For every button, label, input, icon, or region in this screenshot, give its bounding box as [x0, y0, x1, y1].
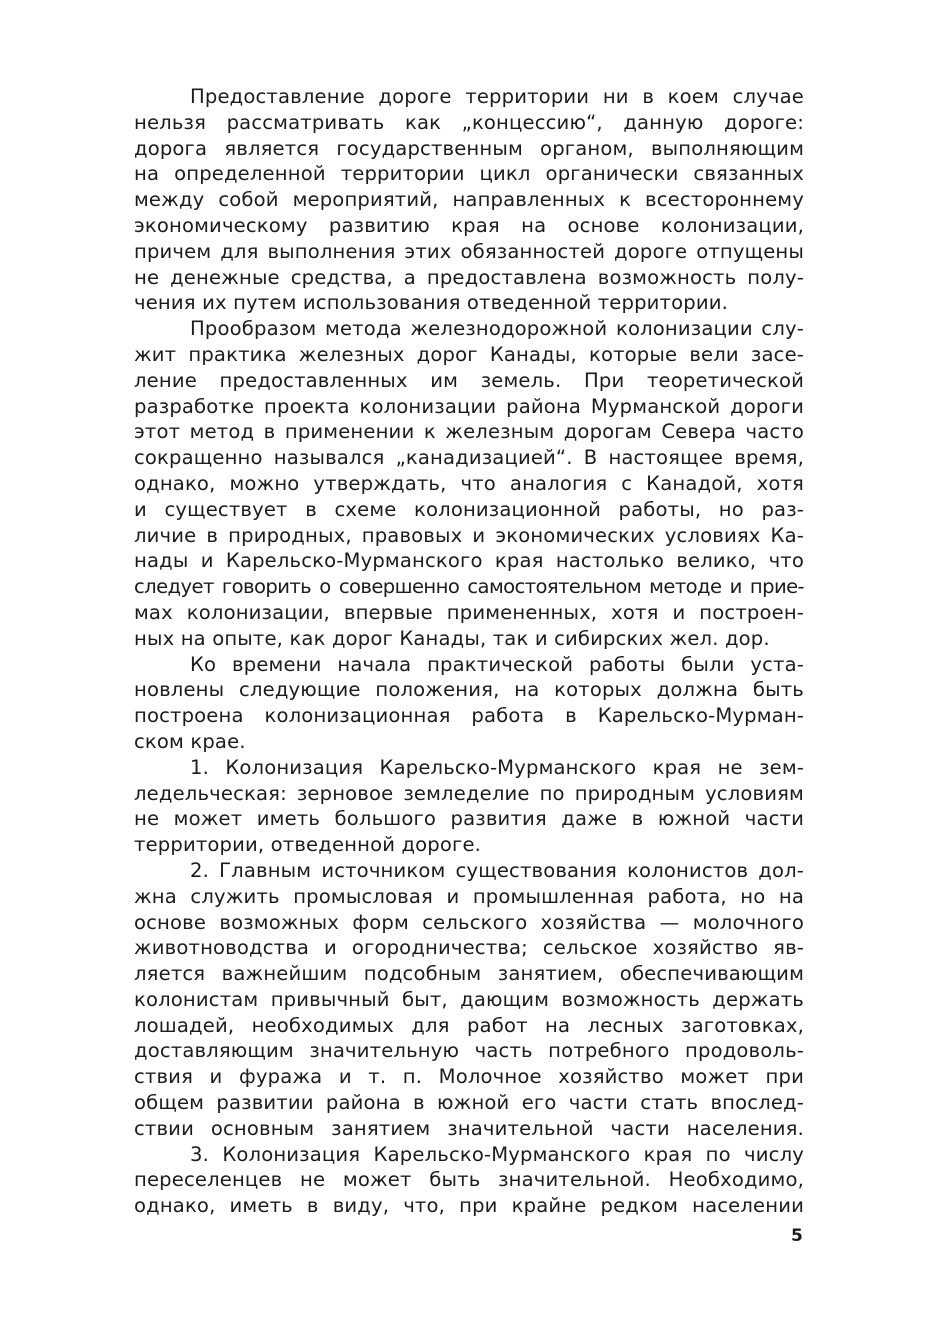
text-line: ледельческая: зерновое земледелие по природным условиям [134, 781, 804, 805]
text-line: личие в природных, правовых и экономических условиях Ка- [134, 523, 804, 547]
text-line: 1. Колонизация Карельско-Мурманского края не зем- [190, 755, 804, 779]
text-line: ствии основным занятием значительной части населения. [134, 1116, 804, 1140]
page-number: 5 [791, 1226, 803, 1246]
text-line: на определенной территории цикл органически связанных [134, 162, 804, 186]
text-line: лошадей, необходимых для работ на лесных заготовках, [134, 1013, 804, 1037]
text-line: жна служить промысловая и промышленная работа, но на [134, 884, 804, 908]
text-line: нады и Карельско-Мурманского края настолько велико, что [134, 549, 804, 573]
text-line: этот метод в применении к железным дорогам Севера часто [134, 420, 804, 444]
text-line: общем развитии района в южной его части стать впослед- [134, 1091, 804, 1115]
text-line: переселенцев не может быть значительной. Необходимо, [134, 1168, 804, 1192]
text-line: доставляющим значительную часть потребного продоволь- [134, 1039, 804, 1063]
text-line: новлены следующие положения, на которых должна быть [134, 678, 804, 702]
text-line: мах колонизации, впервые примененных, хотя и построен- [134, 600, 804, 624]
text-line: территории, отведенной дороге. [134, 833, 482, 857]
text-line: колонистам привычный быт, дающим возможность держать [134, 987, 804, 1011]
text-line: ляется важнейшим подсобным занятием, обеспечивающим [134, 962, 804, 986]
text-line: однако, иметь в виду, что, при крайне редком населении [134, 1194, 804, 1218]
text-line: ском крае. [134, 729, 246, 753]
text-line: дорога является государственным органом, выполняющим [134, 136, 804, 160]
text-line: сокращенно назывался „канадизацией“. В настоящее время, [134, 446, 804, 470]
text-line: между собой мероприятий, направленных к всестороннему [134, 188, 804, 212]
text-line: не может иметь большого развития даже в южной части [134, 807, 804, 831]
text-line: животноводства и огородничества; сельское хозяйство яв- [134, 936, 804, 960]
text-line: основе возможных форм сельского хозяйства — молочного [134, 910, 804, 934]
text-line: построена колонизационная работа в Карельско-Мурман- [134, 704, 804, 728]
text-line: разработке проекта колонизации района Мурманской дороги [134, 394, 804, 418]
text-line: ление предоставленных им земель. При теоретической [134, 368, 804, 392]
text-line: Предоставление дороге территории ни в коем случае [190, 85, 804, 108]
body-text [134, 84, 804, 1219]
text-line: 2. Главным источником существования колонистов дол- [190, 858, 804, 882]
text-line: нельзя рассматривать как „концессию“, данную дороге: [134, 110, 804, 134]
text-line: Ко времени начала практической работы были уста- [190, 652, 804, 676]
text-line: чения их путем использования отведенной территории. [134, 291, 728, 315]
text-line: не денежные средства, а предоставлена возможность полу- [134, 265, 804, 289]
text-line: экономическому развитию края на основе колонизации, [134, 213, 804, 237]
text-line: Прообразом метода железнодорожной колонизации слу- [190, 317, 804, 341]
text-line: следует говорить о совершенно самостоятельном методе и прие- [134, 575, 804, 599]
text-line: ствия и фуража и т. п. Молочное хозяйство может при [134, 1065, 804, 1089]
text-line: причем для выполнения этих обязанностей дороге отпущены [134, 239, 804, 263]
text-line: и существует в схеме колонизационной работы, но раз- [134, 497, 804, 521]
text-line: жит практика железных дорог Канады, которые вели засе- [134, 342, 804, 366]
text-line: 3. Колонизация Карельско-Мурманского края по числу [190, 1142, 804, 1166]
text-line: ных на опыте, как дорог Канады, так и сибирских жел. дор. [134, 626, 770, 650]
text-line: однако, можно утверждать, что аналогия с Канадой, хотя [134, 471, 804, 495]
